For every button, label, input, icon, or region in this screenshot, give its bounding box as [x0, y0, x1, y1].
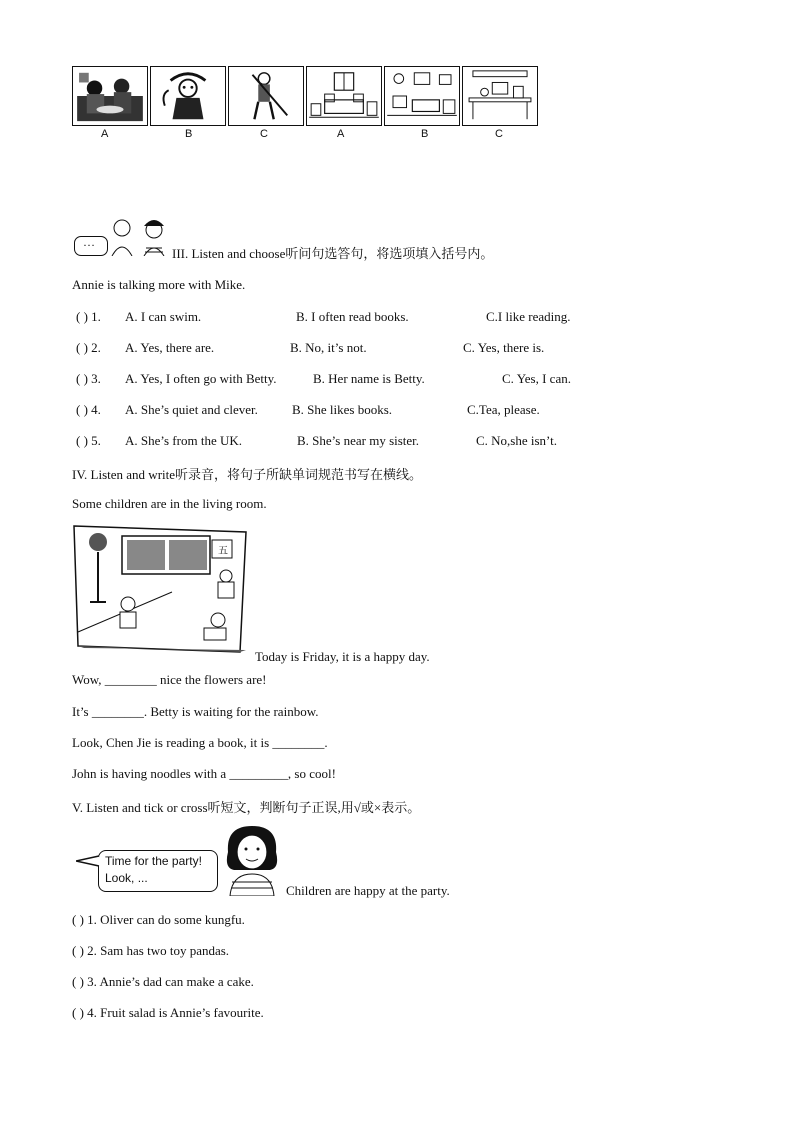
judge-item-1: ( ) 1. Oliver can do some kungfu. [72, 912, 245, 927]
girl-icon [222, 822, 282, 896]
dinner-scene-icon [73, 67, 147, 125]
question-number: ( ) 1. [76, 309, 101, 324]
picture-bedroom [306, 66, 382, 126]
judge-item-4: ( ) 4. Fruit salad is Annie’s favourite. [72, 1005, 264, 1020]
warrior-icon [229, 67, 303, 125]
study-room-icon [463, 67, 537, 125]
option-a: A. Yes, I often go with Betty. [125, 371, 277, 386]
bubble-line-1: Time for the party! [105, 854, 202, 868]
monkey-king-icon [151, 67, 225, 125]
option-a: A. I can swim. [125, 309, 202, 324]
picture-study-room [462, 66, 538, 126]
option-c: C. Yes, there is. [463, 340, 545, 355]
question-number: ( ) 2. [76, 340, 101, 355]
fill-line-3: Look, Chen Jie is reading a book, it is ________. [72, 735, 328, 750]
picture-dinner-scene [72, 66, 148, 126]
living-room-icon [385, 67, 459, 125]
bedroom-icon [307, 67, 381, 125]
section5-caption: Children are happy at the party. [286, 883, 450, 898]
picture-warrior [228, 66, 304, 126]
section4-caption: Today is Friday, it is a happy day. [255, 649, 430, 664]
fill-line-4: John is having noodles with a _________, so cool! [72, 766, 336, 781]
picture-living-room [384, 66, 460, 126]
speech-bubble [74, 236, 108, 256]
picture-label: B [421, 128, 429, 140]
picture-monkey-king [150, 66, 226, 126]
question-number: ( ) 3. [76, 371, 101, 386]
option-b: B. She’s near my sister. [297, 433, 420, 448]
picture-label: A [337, 128, 345, 140]
picture-label: B [185, 128, 193, 140]
option-c: C.Tea, please. [467, 402, 540, 417]
option-c: C. Yes, I can. [502, 371, 571, 386]
option-a: A. She’s from the UK. [125, 433, 242, 448]
picture-label: C [495, 128, 503, 140]
section5-heading: V. Listen and tick or cross听短文，判断句子正误,用√或×表示。 [72, 800, 421, 815]
option-b: B. No, it’s not. [290, 340, 367, 355]
fill-line-2: It’s ________. Betty is waiting for the rainbow. [72, 704, 319, 719]
option-a: A. She’s quiet and clever. [125, 402, 258, 417]
section3-intro: Annie is talking more with Mike. [72, 277, 246, 292]
party-speech-bubble [98, 850, 218, 892]
judge-item-2: ( ) 2. Sam has two toy pandas. [72, 943, 230, 958]
bubble-tail-icon [76, 852, 100, 870]
question-number: ( ) 5. [76, 433, 101, 448]
section3-heading: III. Listen and choose听问句选答句，将选项填入括号内。 [172, 246, 494, 261]
judge-item-3: ( ) 3. Annie’s dad can make a cake. [72, 974, 254, 989]
fill-line-1: Wow, ________ nice the flowers are! [72, 672, 267, 687]
bubble-line-2: Look, ... [105, 871, 148, 885]
bubble-text: … [83, 235, 95, 249]
boy-girl-icon [108, 216, 172, 256]
option-b: B. Her name is Betty. [313, 371, 425, 386]
section4-intro: Some children are in the living room. [72, 496, 267, 511]
picture-label: A [101, 128, 109, 140]
section4-heading: IV. Listen and write听录音，将句子所缺单词规范书写在横线。 [72, 467, 423, 482]
option-b: B. I often read books. [296, 309, 409, 324]
question-number: ( ) 4. [76, 402, 101, 417]
option-c: C. No,she isn’t. [476, 433, 558, 448]
option-c: C.I like reading. [486, 309, 571, 324]
calendar-text: 五 [218, 546, 228, 557]
picture-row [72, 66, 540, 126]
option-b: B. She likes books. [292, 402, 393, 417]
picture-label: C [260, 128, 268, 140]
option-a: A. Yes, there are. [125, 340, 215, 355]
living-room-picture [72, 522, 248, 654]
